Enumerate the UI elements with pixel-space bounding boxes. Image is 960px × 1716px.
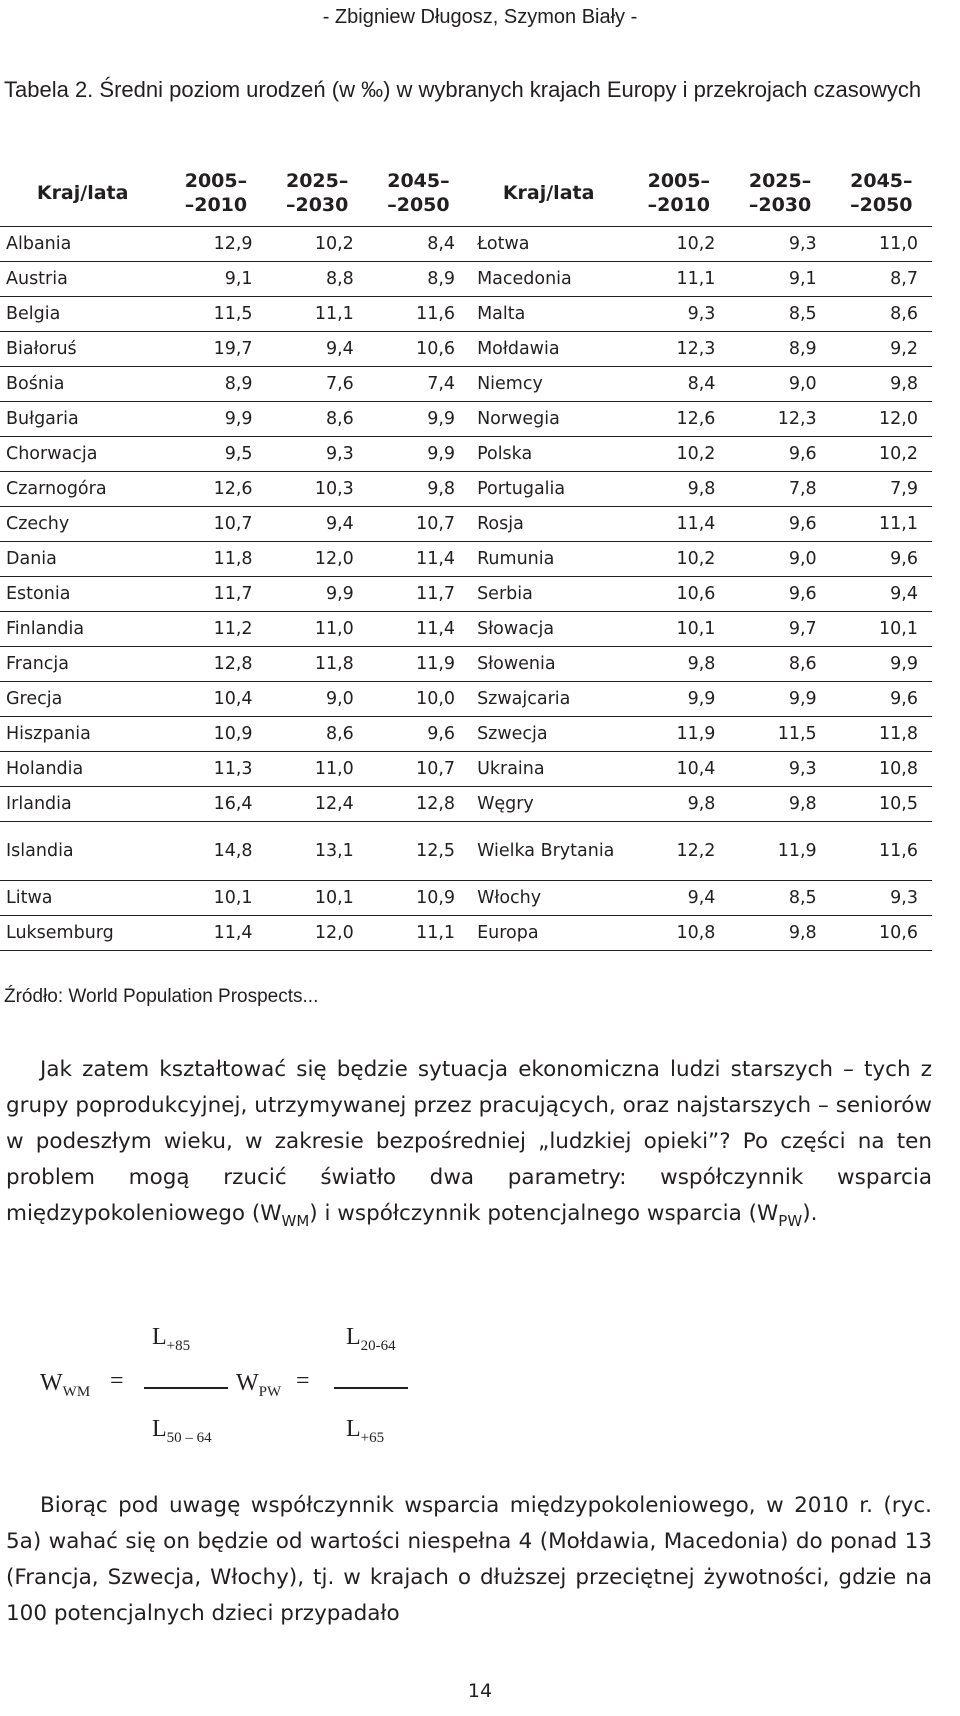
value-cell: 9,2 [831,332,932,367]
value-cell: 10,3 [267,472,368,507]
value-cell: 9,9 [628,682,729,717]
value-cell: 12,2 [628,822,729,881]
value-cell: 8,6 [729,647,830,682]
country-cell: Rumunia [469,542,628,577]
country-cell: Rosja [469,507,628,542]
table-body [0,227,932,951]
table-row [0,227,932,262]
value-cell: 12,0 [267,916,368,951]
table-row [0,822,932,881]
column-header: 2025– –2030 [267,160,368,227]
country-cell: Bułgaria [0,402,165,437]
value-cell: 10,7 [368,507,469,542]
value-cell: 9,6 [831,542,932,577]
value-cell: 12,6 [165,472,266,507]
value-cell: 9,4 [267,332,368,367]
country-cell: Polska [469,437,628,472]
country-cell: Włochy [469,881,628,916]
country-cell: Słowenia [469,647,628,682]
table-row [0,507,932,542]
country-cell: Białoruś [0,332,165,367]
value-cell: 12,8 [368,787,469,822]
value-cell: 8,4 [368,227,469,262]
value-cell: 12,9 [165,227,266,262]
formulas [40,1318,640,1458]
value-cell: 10,4 [628,752,729,787]
value-cell: 10,1 [628,612,729,647]
value-cell: 11,0 [831,227,932,262]
country-cell: Estonia [0,577,165,612]
value-cell: 10,9 [368,881,469,916]
country-cell: Wielka Brytania [469,822,628,881]
value-cell: 12,6 [628,402,729,437]
value-cell: 7,8 [729,472,830,507]
value-cell: 9,4 [628,881,729,916]
value-cell: 9,0 [267,682,368,717]
value-cell: 12,8 [165,647,266,682]
value-cell: 9,1 [165,262,266,297]
country-cell: Islandia [0,822,165,881]
birth-rate-table [0,160,932,951]
value-cell: 12,3 [628,332,729,367]
value-cell: 9,9 [368,402,469,437]
country-cell: Irlandia [0,787,165,822]
table-source: Źródło: World Population Prospects... [4,986,319,1007]
value-cell: 9,9 [831,647,932,682]
value-cell: 11,6 [831,822,932,881]
value-cell: 11,8 [267,647,368,682]
country-cell: Szwajcaria [469,682,628,717]
country-cell: Belgia [0,297,165,332]
denominator-1: $L_{50 - 64}$ [152,1416,212,1446]
table-row [0,402,932,437]
value-cell: 10,2 [628,542,729,577]
table-header-row [0,160,932,227]
value-cell: 10,2 [831,437,932,472]
value-cell: 11,5 [165,297,266,332]
equals-sign-2: = [296,1368,310,1394]
column-header: 2005– –2010 [628,160,729,227]
value-cell: 7,4 [368,367,469,402]
value-cell: 9,0 [729,367,830,402]
value-cell: 10,2 [267,227,368,262]
table-row [0,881,932,916]
value-cell: 8,5 [729,297,830,332]
value-cell: 10,7 [368,752,469,787]
country-cell: Chorwacja [0,437,165,472]
value-cell: 11,4 [165,916,266,951]
value-cell: 11,3 [165,752,266,787]
table-row [0,612,932,647]
paragraph-1-end: ). [802,1201,818,1226]
value-cell: 10,6 [831,916,932,951]
value-cell: 9,8 [628,472,729,507]
value-cell: 10,5 [831,787,932,822]
value-cell: 10,6 [368,332,469,367]
value-cell: 11,0 [267,752,368,787]
value-cell: 11,5 [729,717,830,752]
value-cell: 8,5 [729,881,830,916]
value-cell: 8,6 [267,717,368,752]
country-cell: Europa [469,916,628,951]
denominator-2: $L_{+65}$ [346,1416,385,1446]
value-cell: 8,9 [368,262,469,297]
value-cell: 10,0 [368,682,469,717]
table-row [0,682,932,717]
country-cell: Ukraina [469,752,628,787]
value-cell: 11,2 [165,612,266,647]
value-cell: 11,0 [267,612,368,647]
country-cell: Mołdawia [469,332,628,367]
country-cell: Luksemburg [0,916,165,951]
table-caption: Tabela 2. Średni poziom urodzeń (w ‰) w wybranych krajach Europy i przekrojach czasowych [4,77,922,102]
country-cell: Dania [0,542,165,577]
value-cell: 9,5 [165,437,266,472]
value-cell: 8,9 [729,332,830,367]
value-cell: 9,0 [729,542,830,577]
column-header: 2045– –2050 [831,160,932,227]
value-cell: 19,7 [165,332,266,367]
table-row [0,472,932,507]
table-row [0,787,932,822]
paragraph-1 [6,1052,932,1239]
table-row [0,262,932,297]
fraction-bar-2 [334,1387,408,1389]
paragraph-2: Biorąc pod uwagę współczynnik wsparcia międzypokoleniowego, w 2010 r. (ryc. 5a) wahać się on będzie od wartości niespełna 4 (Mołdawia, Macedonia) do ponad 13 (Francja, Szwecja, Włochy), tj. w krajach o dłuższej przeciętnej żywotności, gdzie na 100 potencjalnych dzieci przypadało [6,1493,932,1626]
value-cell: 10,9 [165,717,266,752]
value-cell: 9,9 [267,577,368,612]
numerator-1: $L_{+85}$ [152,1324,191,1354]
country-cell: Węgry [469,787,628,822]
country-cell: Hiszpania [0,717,165,752]
value-cell: 9,8 [628,647,729,682]
paragraph-1-text: Jak zatem kształtować się będzie sytuacja ekonomiczna ludzi starszych – tych z grupy poprodukcyjnej, utrzymywanej przez pracujących, oraz najstarszych – seniorów w podeszłym wieku, w zakresie bezpośredniej „ludzkiej opieki”? Po części na ten problem mogą rzucić światło dwa parametry: współczynnik wsparcia międzypokoleniowego (W [6,1057,932,1226]
equals-sign-1: = [110,1368,124,1394]
country-cell: Szwecja [469,717,628,752]
country-cell: Łotwa [469,227,628,262]
table-row [0,752,932,787]
table-row [0,437,932,472]
value-cell: 11,8 [831,717,932,752]
value-cell: 9,8 [831,367,932,402]
value-cell: 11,4 [628,507,729,542]
value-cell: 11,4 [368,542,469,577]
value-cell: 11,9 [729,822,830,881]
table-row [0,297,932,332]
column-header: Kraj/lata [0,160,165,227]
value-cell: 9,9 [368,437,469,472]
value-cell: 11,1 [267,297,368,332]
value-cell: 12,4 [267,787,368,822]
value-cell: 9,6 [729,507,830,542]
value-cell: 9,6 [368,717,469,752]
value-cell: 9,3 [628,297,729,332]
value-cell: 11,7 [368,577,469,612]
country-cell: Francja [0,647,165,682]
value-cell: 9,7 [729,612,830,647]
paragraph-1-mid: ) i współczynnik potencjalnego wsparcia (W [309,1201,779,1226]
country-cell: Portugalia [469,472,628,507]
country-cell: Malta [469,297,628,332]
value-cell: 8,6 [267,402,368,437]
country-cell: Słowacja [469,612,628,647]
column-header: Kraj/lata [469,160,628,227]
value-cell: 9,9 [729,682,830,717]
value-cell: 8,8 [267,262,368,297]
value-cell: 11,6 [368,297,469,332]
value-cell: 9,8 [368,472,469,507]
running-header: - Zbigniew Długosz, Szymon Biały - [322,6,638,28]
value-cell: 12,3 [729,402,830,437]
value-cell: 10,7 [165,507,266,542]
value-cell: 10,1 [165,881,266,916]
country-cell: Grecja [0,682,165,717]
value-cell: 14,8 [165,822,266,881]
value-cell: 9,3 [729,227,830,262]
table-row [0,717,932,752]
value-cell: 10,2 [628,437,729,472]
value-cell: 12,0 [831,402,932,437]
value-cell: 9,6 [831,682,932,717]
country-cell: Niemcy [469,367,628,402]
page-number: 14 [467,1680,493,1702]
value-cell: 11,1 [628,262,729,297]
table-row [0,542,932,577]
table-row [0,577,932,612]
column-header: 2005– –2010 [165,160,266,227]
value-cell: 9,3 [267,437,368,472]
value-cell: 9,6 [729,437,830,472]
table-row [0,647,932,682]
value-cell: 9,8 [729,787,830,822]
fraction-bar-1 [144,1387,228,1389]
value-cell: 11,8 [165,542,266,577]
value-cell: 11,1 [368,916,469,951]
country-cell: Albania [0,227,165,262]
column-header: 2025– –2030 [729,160,830,227]
country-cell: Norwegia [469,402,628,437]
country-cell: Finlandia [0,612,165,647]
value-cell: 8,6 [831,297,932,332]
value-cell: 10,2 [628,227,729,262]
value-cell: 10,8 [628,916,729,951]
value-cell: 11,1 [831,507,932,542]
value-cell: 7,9 [831,472,932,507]
value-cell: 9,8 [729,916,830,951]
wwm-subscript: WM [281,1212,310,1230]
value-cell: 10,6 [628,577,729,612]
numerator-2: $L_{20-64}$ [346,1324,396,1354]
value-cell: 7,6 [267,367,368,402]
value-cell: 12,0 [267,542,368,577]
value-cell: 10,4 [165,682,266,717]
value-cell: 9,4 [267,507,368,542]
value-cell: 10,1 [267,881,368,916]
value-cell: 9,1 [729,262,830,297]
value-cell: 10,8 [831,752,932,787]
country-cell: Litwa [0,881,165,916]
value-cell: 11,4 [368,612,469,647]
country-cell: Austria [0,262,165,297]
country-cell: Bośnia [0,367,165,402]
value-cell: 12,5 [368,822,469,881]
value-cell: 9,9 [165,402,266,437]
wwm-symbol: $W_{WM}$ [40,1370,91,1400]
value-cell: 9,4 [831,577,932,612]
wpw-subscript: PW [778,1212,803,1230]
country-cell: Macedonia [469,262,628,297]
value-cell: 11,7 [165,577,266,612]
value-cell: 11,9 [368,647,469,682]
value-cell: 13,1 [267,822,368,881]
table-row [0,916,932,951]
value-cell: 8,9 [165,367,266,402]
value-cell: 11,9 [628,717,729,752]
wpw-symbol: $W_{PW}$ [236,1370,282,1400]
value-cell: 8,4 [628,367,729,402]
table-row [0,367,932,402]
column-header: 2045– –2050 [368,160,469,227]
country-cell: Czechy [0,507,165,542]
table-row [0,332,932,367]
value-cell: 9,8 [628,787,729,822]
value-cell: 8,7 [831,262,932,297]
country-cell: Czarnogóra [0,472,165,507]
value-cell: 9,3 [831,881,932,916]
country-cell: Serbia [469,577,628,612]
value-cell: 9,6 [729,577,830,612]
country-cell: Holandia [0,752,165,787]
value-cell: 16,4 [165,787,266,822]
value-cell: 9,3 [729,752,830,787]
value-cell: 10,1 [831,612,932,647]
